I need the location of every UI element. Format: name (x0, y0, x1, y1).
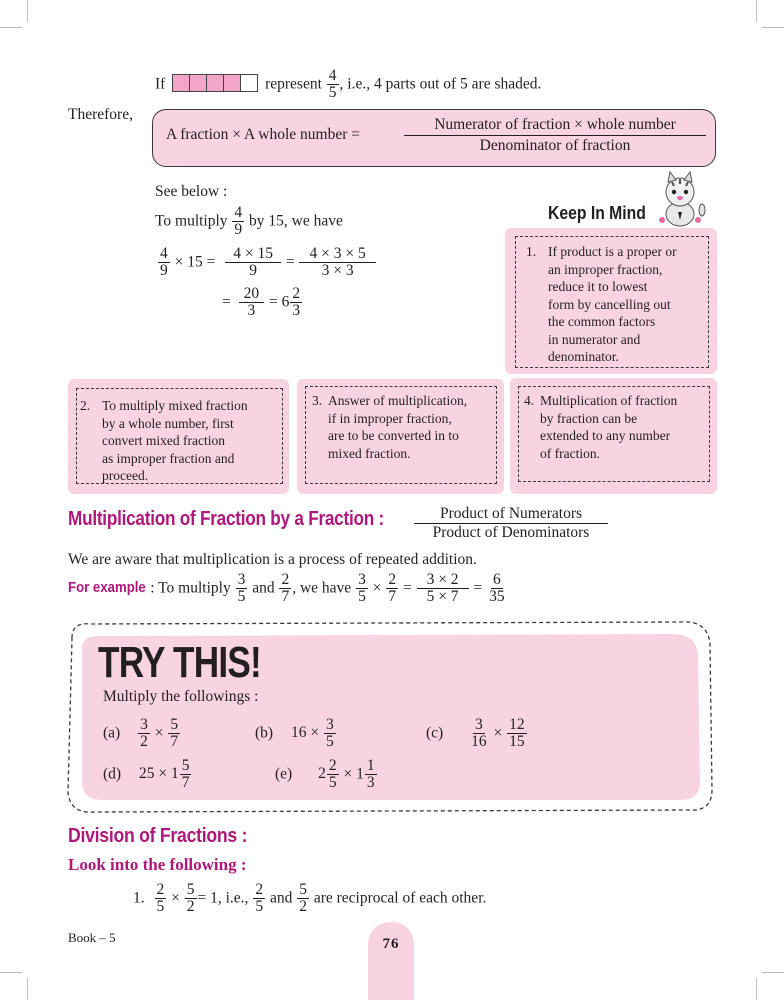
fraction-numerator: 4 × 3 × 5 (299, 246, 375, 263)
fraction-numerator: 3 (358, 571, 366, 588)
fraction-numerator: 5 (181, 757, 190, 774)
item-line: an improper fraction, (548, 261, 663, 277)
fraction-denominator: 3 (366, 774, 375, 792)
item-line: Answer of multiplication, (328, 393, 468, 408)
fraction-denominator: 5 × 7 (426, 588, 459, 606)
times-sign: × (493, 724, 503, 742)
fraction-denominator: 5 (156, 898, 165, 916)
item-line: mixed fraction. (328, 445, 411, 461)
fraction-numerator: 3 (237, 571, 246, 588)
keep-in-mind-item-2 (80, 397, 248, 485)
fraction-denominator: 9 (249, 262, 257, 280)
fraction-numerator: 3 (474, 716, 483, 733)
aware-text: We are aware that multiplication is a process of repeated addition. (68, 551, 477, 568)
reciprocal-rest: are reciprocal of each other. (313, 889, 487, 907)
equals-sign: = (473, 579, 483, 597)
exercise-label: (b) (255, 724, 274, 742)
exercise-label: (a) (103, 724, 121, 742)
mixed-whole: 25 × 1 (138, 765, 179, 783)
fraction-denominator: 9 (234, 221, 243, 239)
exercise-label: (c) (426, 724, 444, 742)
example-text: : To multiply (146, 579, 231, 597)
formula-fraction (404, 116, 706, 155)
crop-mark (762, 972, 784, 973)
division-heading (68, 824, 276, 848)
item-number: 1. (526, 244, 537, 259)
fraction-numerator: 4 (160, 245, 168, 262)
fraction-denominator: 2 (140, 733, 148, 751)
fraction-denominator: 35 (489, 588, 505, 606)
fraction-numerator: 2 (281, 571, 290, 588)
item-line: of fraction. (540, 445, 600, 461)
crop-mark (756, 0, 757, 22)
item-number: 1. (133, 889, 145, 907)
represent-text: represent (265, 75, 322, 93)
keep-in-mind-item-4 (524, 392, 677, 462)
item-line: convert mixed fraction (102, 433, 225, 448)
crop-mark (0, 972, 22, 973)
fraction-numerator: 3 (140, 716, 148, 733)
equals-sign: = (222, 293, 231, 311)
equals-sign: = (402, 579, 412, 597)
and-text: and (269, 889, 293, 907)
item-line: by fraction can be (540, 410, 638, 426)
fraction-numerator: 4 × 15 (225, 246, 281, 263)
item-line: as improper fraction and (102, 450, 235, 466)
exercise-label: (d) (103, 765, 122, 783)
multiply-pre: To multiply (155, 212, 228, 230)
if-text: If (155, 75, 166, 93)
formula-lhs: A fraction × A whole number = (166, 126, 360, 143)
item-line: proceed. (102, 468, 149, 483)
therefore-text: Therefore, (68, 106, 133, 123)
keep-in-mind-item-1 (526, 243, 677, 366)
fraction-denominator: 5 (358, 588, 366, 606)
fraction-numerator: 12 (509, 716, 525, 733)
try-this-intro: Multiply the followings : (103, 688, 259, 705)
crop-mark (27, 0, 28, 22)
whole-number: 16 × (290, 724, 320, 742)
fraction-numerator: 2 (156, 881, 165, 898)
multiply-line (155, 205, 343, 239)
keep-in-mind-title (548, 202, 663, 224)
fraction-denominator: 5 (328, 84, 337, 102)
fraction-numerator: 3 (325, 716, 334, 733)
exercise-b (255, 717, 337, 751)
item-line: in numerator and (548, 331, 641, 347)
exercise-c (426, 717, 528, 751)
fraction-numerator: 2 (388, 571, 397, 588)
exercise-e (275, 758, 378, 792)
fraction-numerator: 5 (186, 881, 195, 898)
fraction-denominator: 7 (281, 588, 290, 606)
shaded-bar-figure (172, 74, 258, 96)
fraction-denominator: 7 (170, 733, 179, 751)
heading-fraction (414, 505, 608, 542)
fraction-denominator: 2 (299, 898, 307, 916)
item-line: If product is a proper or (548, 244, 677, 259)
item-number: 2. (80, 398, 91, 413)
cat-mascot-icon (652, 170, 708, 230)
fraction-denominator: 5 (237, 588, 246, 606)
crop-mark (756, 978, 757, 1000)
example-line (68, 572, 508, 606)
section-heading: Multiplication of Fraction by a Fraction : (68, 508, 384, 530)
fraction-denominator: 7 (388, 588, 397, 606)
item-line: if in improper fraction, (328, 410, 452, 426)
work-step-2 (222, 286, 303, 320)
keep-in-mind-text: Keep In Mind (548, 202, 646, 223)
fraction-denominator: 5 (325, 733, 334, 751)
item-number: 3. (312, 393, 323, 408)
have-text: , we have (292, 579, 352, 597)
see-below-text: See below : (155, 183, 228, 200)
fraction-denominator: 7 (181, 774, 190, 792)
reciprocal-line (133, 882, 486, 916)
fraction-denominator: 15 (509, 733, 525, 751)
fraction-numerator: 2 (328, 757, 337, 774)
fraction-denominator: 5 (255, 898, 264, 916)
fraction-numerator: 2 (255, 881, 264, 898)
intro-rest-text: , i.e., 4 parts out of 5 are shaded. (339, 75, 542, 93)
item-number: 4. (524, 393, 535, 408)
division-subheading: Look into the following : (68, 855, 247, 874)
item-line: denominator. (548, 349, 619, 364)
fraction-numerator: 20 (239, 286, 265, 303)
equals-sign: = (285, 253, 295, 271)
exercise-label: (e) (275, 765, 293, 783)
times-sign: × (154, 724, 164, 742)
crop-mark (762, 27, 784, 28)
item-line: To multiply mixed fraction (102, 398, 248, 413)
fraction-denominator: 3 (247, 302, 256, 320)
heading-denominator: Product of Denominators (432, 524, 590, 541)
fraction-numerator: 5 (299, 881, 307, 898)
times-one: × 1 (343, 765, 364, 783)
exercise-a (103, 717, 181, 751)
item-line: extended to any number (540, 428, 671, 443)
times-text: × 15 = (174, 253, 216, 271)
crop-mark (0, 27, 22, 28)
item-line: by a whole number, first (102, 415, 234, 431)
heading-numerator: Product of Numerators (414, 505, 608, 524)
formula-numerator: Numerator of fraction × whole number (404, 116, 706, 136)
item-line: Multiplication of fraction (540, 393, 678, 408)
fraction-denominator: 5 (328, 774, 337, 792)
fraction-numerator: 5 (170, 716, 179, 733)
page-number-tab (368, 922, 414, 1000)
item-line: reduce it to lowest (548, 279, 648, 294)
item-line: are to be converted in to (328, 428, 459, 443)
example-label: For example (68, 579, 146, 597)
fraction-numerator: 4 (234, 204, 243, 221)
fraction-denominator: 3 (292, 302, 301, 320)
fraction-numerator: 6 (492, 571, 501, 588)
fraction-numerator: 4 (328, 67, 337, 84)
item-line: the common factors (548, 314, 656, 329)
formula-denominator: Denominator of fraction (479, 137, 631, 154)
multiplication-heading (68, 508, 435, 531)
intro-line (155, 68, 541, 102)
crop-mark (27, 978, 28, 1000)
fraction-denominator: 3 × 3 (321, 262, 354, 280)
fraction-numerator: 1 (366, 757, 375, 774)
page-number: 76 (382, 936, 400, 952)
fraction-denominator: 16 (471, 733, 487, 751)
multiply-post: by 15, we have (249, 212, 343, 230)
times-sign: × (171, 889, 180, 907)
times-sign: × (372, 579, 382, 597)
equals-text: = 1, i.e., (197, 889, 249, 907)
keep-in-mind-item-3 (312, 392, 467, 462)
work-step-1 (157, 246, 377, 280)
and-text: and (252, 579, 275, 597)
fraction-denominator: 2 (186, 898, 195, 916)
exercise-d (103, 758, 192, 792)
fraction-numerator: 3 × 2 (417, 572, 469, 589)
section-heading: Division of Fractions : (68, 824, 248, 847)
mixed-whole: 2 (318, 765, 326, 783)
fraction-denominator: 9 (160, 262, 168, 280)
equals-six: = 6 (269, 293, 290, 311)
fraction-numerator: 2 (292, 285, 301, 302)
try-this-title: TRY THIS! (98, 638, 261, 687)
item-line: form by cancelling out (548, 296, 671, 312)
book-label: Book – 5 (68, 930, 116, 945)
